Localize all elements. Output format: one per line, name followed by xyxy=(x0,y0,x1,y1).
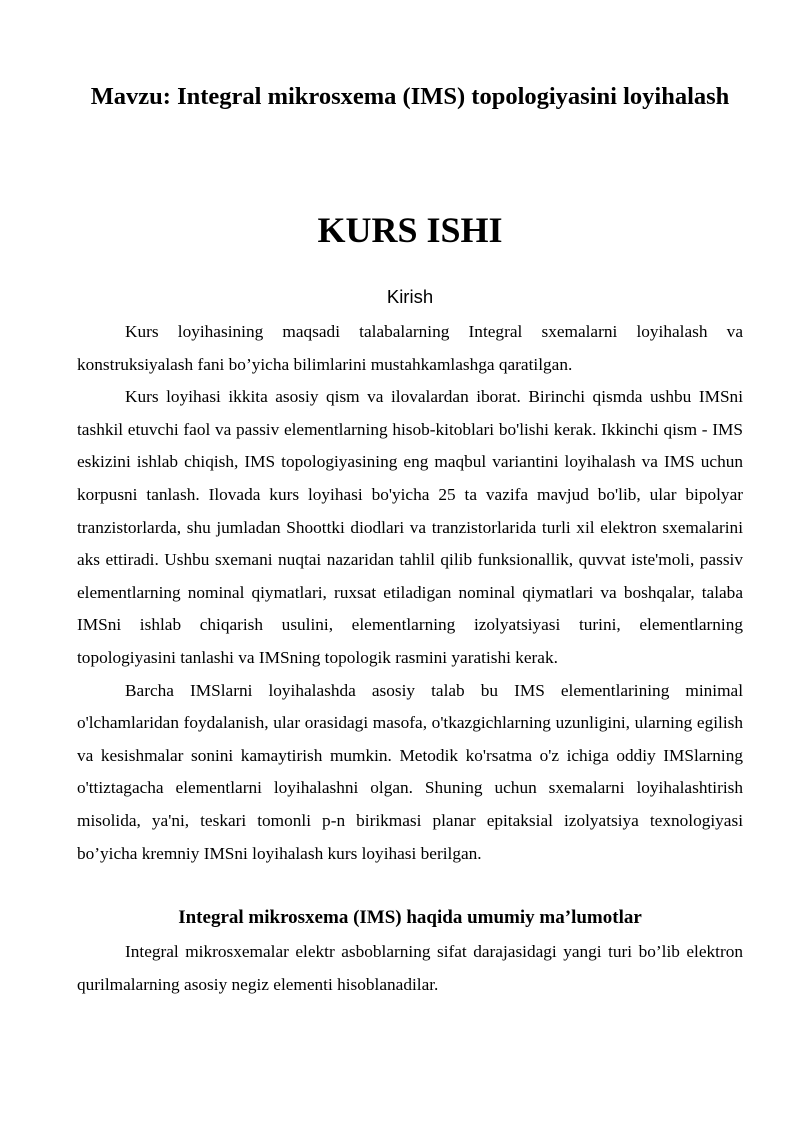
intro-paragraph-3: Barcha IMSlarni loyihalashda asosiy talab bu IMS elementlarining minimal o'lchamlaridan foydalanish, ular orasidagi masofa, o'tkazgichlarning uzunligini, ularning egilish va kesishmalar sonini kamaytirish mumkin. Metodik ko'rsatma o'z ichiga oddiy IMSlarning o'ttiztagacha elementlarni loyihalashni olgan. Shuning uchun sxemalarni loyihalashtirish misolida, ya'ni, teskari tomonli p-n birikmasi planar epitaksial izolyatsiya texnologiyasi bo’yicha kremniy IMSni loyihalash kurs loyihasi berilgan. xyxy=(77,680,743,863)
intro-body xyxy=(77,316,743,870)
topic-title: Mavzu: Integral mikrosxema (IMS) topologiyasini loyihalash xyxy=(90,83,730,110)
intro-heading: Kirish xyxy=(386,286,434,307)
section-heading: Integral mikrosxema (IMS) haqida umumiy ma’lumotlar xyxy=(178,907,642,928)
course-title: KURS ISHI xyxy=(317,210,503,250)
section-paragraph-1: Integral mikrosxemalar elektr asboblarning sifat darajasidagi yangi turi bo’lib elektron qurilmalarning asosiy negiz elementi hisoblanadilar. xyxy=(77,942,743,994)
intro-paragraph-1: Kurs loyihasining maqsadi talabalarning Integral sxemalarni loyihalash va konstruksiyalash fani bo’yicha bilimlarini mustahkamlashga qaratilgan. xyxy=(77,322,743,374)
intro-paragraph-2: Kurs loyihasi ikkita asosiy qism va ilovalardan iborat. Birinchi qismda ushbu IMSni tashkil etuvchi faol va passiv elementlarning hisob-kitoblari bo'lishi kerak. Ikkinchi qism - IMS eskizini ishlab chiqish, IMS topologiyasining eng maqbul variantini loyihalash va IMS uchun korpusni tanlash. Ilovada kurs loyihasi bo'yicha 25 ta vazifa mavjud bo'lib, ular bipolyar tranzistorlarda, shu jumladan Shoottki diodlari va tranzistorlarida turli xil elektron sxemalarini aks ettiradi. Ushbu sxemani nuqtai nazaridan tahlil qilib funksionallik, quvvat iste'moli, passiv elementlarning nominal qiymatlari, ruxsat etiladigan nominal qiymatlari va boshqalar, talaba IMSni ishlab chiqarish usulini, elementlarning izolyatsiyasi turini, elementlarning topologiyasini tanlashi va IMSning topologik rasmini yaratishi kerak. xyxy=(77,387,743,667)
section-body xyxy=(77,936,743,1001)
